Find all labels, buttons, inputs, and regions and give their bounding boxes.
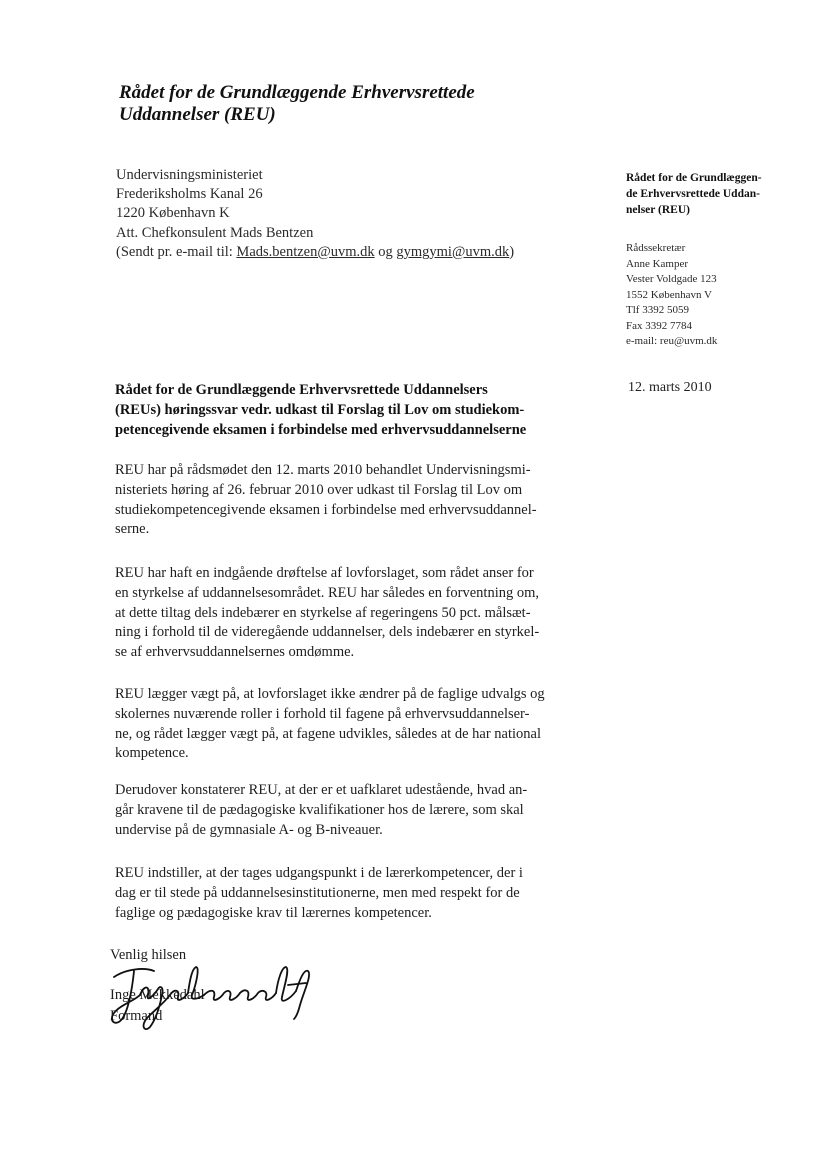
recipient-line: 1220 København K: [116, 205, 230, 222]
body-line: ning i forhold til de videregående uddannelser, dels indebærer en styrkel-: [115, 624, 540, 641]
signer-role: Formand: [110, 1008, 163, 1024]
body-paragraph: [115, 461, 575, 540]
email-separator: og: [374, 243, 397, 260]
sidebar-contact-line: Anne Kamper: [626, 257, 689, 270]
sidebar-org-line: Rådet for de Grundlæggen-: [626, 172, 762, 184]
sidebar-contact-line: Vester Voldgade 123: [626, 273, 717, 285]
body-line: serne.: [115, 521, 150, 538]
body-line: studiekompetencegivende eksamen i forbindelse med erhvervsuddannel-: [115, 501, 537, 518]
body-line: ne, og rådet lægger vægt på, at fagene udvikles, således at de har national: [115, 725, 541, 742]
sidebar-org-name: [626, 170, 801, 218]
body-paragraph: [115, 864, 575, 923]
sidebar-contact-line: Rådssekretær: [626, 242, 686, 254]
recipient-email-line: [116, 243, 596, 262]
email-link-secondary[interactable]: gymgymi@uvm.dk: [396, 243, 510, 260]
body-line: Derudover konstaterer REU, at der er et uafklaret udestående, hvad an-: [115, 782, 528, 798]
closing-greeting: Venlig hilsen: [110, 947, 187, 963]
recipient-line: Undervisningsministeriet: [116, 167, 263, 183]
recipient-line: Att. Chefkonsulent Mads Bentzen: [116, 224, 314, 241]
subject-line: Rådet for de Grundlæggende Erhvervsrettede Uddannelsers: [115, 382, 488, 398]
body-line: går kravene til de pædagogiske kvalifikationer hos de lærere, som skal: [115, 801, 524, 818]
sidebar-contact-line: e-mail: reu@uvm.dk: [626, 335, 718, 347]
sidebar-contact: [626, 241, 801, 350]
email-prefix: (Sendt pr. e-mail til:: [116, 243, 237, 260]
sidebar-contact-line: 1552 København V: [626, 288, 712, 301]
letterhead-title: [119, 82, 539, 126]
body-line: se af erhvervsuddannelsernes omdømme.: [115, 644, 355, 661]
letter-subject: [115, 380, 575, 440]
recipient-address: [116, 166, 596, 262]
body-line: skolernes nuværende roller i forhold til fagene på erhvervsuddannelser-: [115, 705, 530, 722]
body-line: REU har haft en indgående drøftelse af lovforslaget, som rådet anser for: [115, 565, 534, 581]
recipient-line: Frederiksholms Kanal 26: [116, 186, 263, 203]
sidebar-org-line: de Erhvervsrettede Uddan-: [626, 188, 760, 200]
body-line: dag er til stede på uddannelsesinstitutionerne, men med respekt for de: [115, 884, 520, 901]
body-line: REU har på rådsmødet den 12. marts 2010 behandlet Undervisningsmi-: [115, 462, 531, 478]
letterhead-title-line: Uddannelser (REU): [119, 104, 276, 125]
letter-date: 12. marts 2010: [628, 380, 712, 395]
email-link-primary[interactable]: Mads.bentzen@uvm.dk: [236, 243, 375, 260]
body-paragraph: [115, 564, 575, 663]
body-line: REU lægger vægt på, at lovforslaget ikke ændrer på de faglige udvalgs og: [115, 686, 545, 702]
letterhead-title-line: Rådet for de Grundlæggende Erhvervsrettede: [119, 82, 475, 103]
handwritten-signature: [100, 955, 320, 1035]
signer-name: Inge Mekkedahl: [110, 987, 205, 1003]
body-paragraph: [115, 685, 575, 764]
email-suffix: ): [509, 243, 515, 260]
body-line: at dette tiltag dels indebærer en styrkelse af regeringens 50 pct. målsæt-: [115, 604, 531, 621]
body-line: faglige og pædagogiske krav til lærernes kompetencer.: [115, 904, 432, 921]
body-line: nisteriets høring af 26. februar 2010 over udkast til Forslag til Lov om: [115, 481, 523, 498]
body-line: REU indstiller, at der tages udgangspunkt i de lærerkompetencer, der i: [115, 865, 523, 881]
body-paragraph: [115, 781, 575, 840]
body-line: en styrkelse af uddannelsesområdet. REU har således en forventning om,: [115, 584, 539, 601]
body-line: kompetence.: [115, 745, 189, 762]
sidebar-org-line: nelser (REU): [626, 204, 690, 216]
subject-line: petencegivende eksamen i forbindelse med erhvervsuddannelserne: [115, 422, 527, 438]
subject-line: (REUs) høringssvar vedr. udkast til Forslag til Lov om studiekom-: [115, 402, 525, 418]
sidebar-contact-line: Tlf 3392 5059: [626, 304, 689, 316]
body-line: undervise på de gymnasiale A- og B-niveauer.: [115, 821, 383, 838]
sidebar-contact-line: Fax 3392 7784: [626, 319, 692, 332]
